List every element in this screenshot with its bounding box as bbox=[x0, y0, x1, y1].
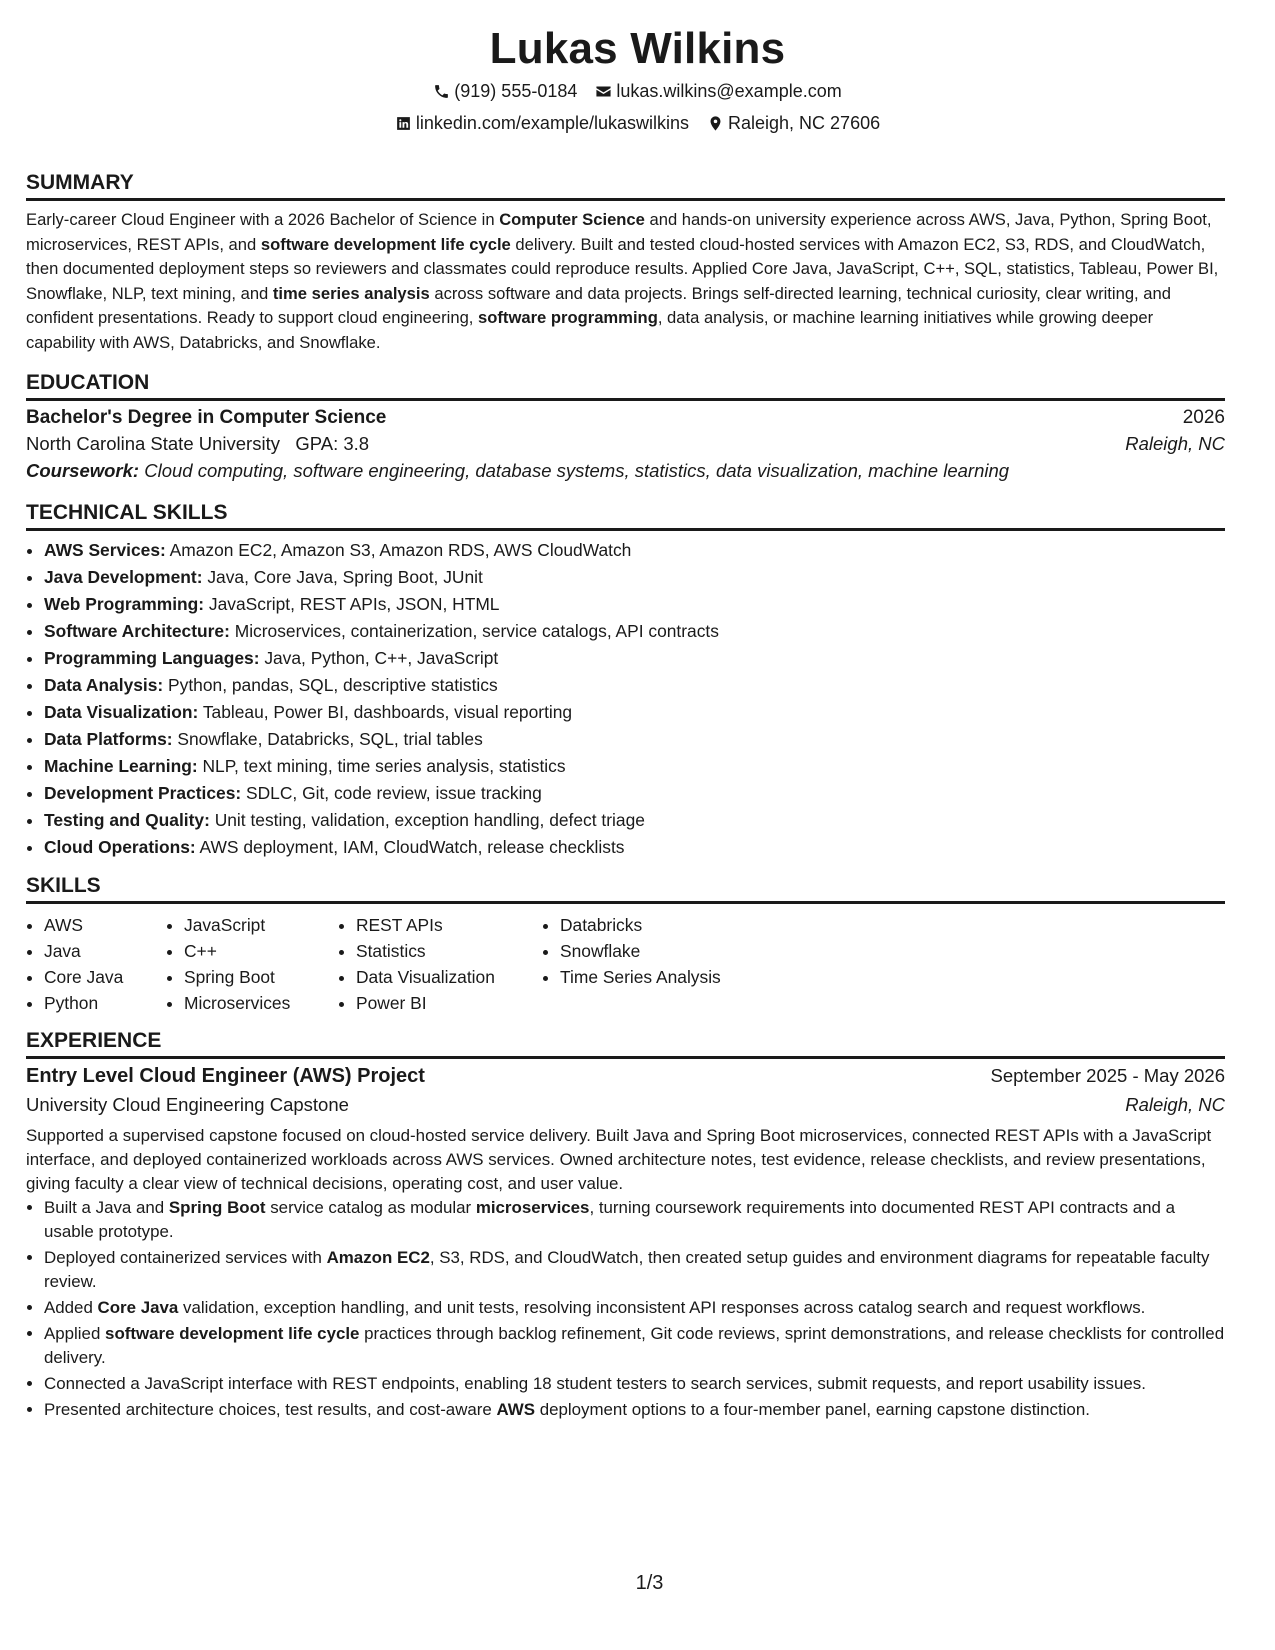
contact-row-2 bbox=[26, 112, 1225, 134]
skills-column bbox=[26, 912, 166, 1016]
technical-skill-item bbox=[44, 726, 1225, 753]
linkedin-icon bbox=[395, 115, 412, 132]
text-run: Presented architecture choices, test results, and cost-aware bbox=[44, 1399, 497, 1419]
job-org-row bbox=[26, 1094, 1225, 1116]
technical-skill-item bbox=[44, 807, 1225, 834]
skill-item: • Snowflake bbox=[560, 938, 760, 964]
coursework-label: Coursework: bbox=[26, 459, 140, 481]
coursework-text: Cloud computing, software engineering, database systems, statistics, data visualization, machine learning bbox=[144, 459, 1010, 481]
skill-category-label: Java Development: bbox=[44, 566, 203, 587]
bold-phrase: microservices bbox=[475, 1197, 590, 1217]
text-run: validation, exception handling, and unit tests, resolving inconsistent API responses across catalog search and request workflows. bbox=[178, 1297, 1146, 1317]
technical-skills-section bbox=[26, 500, 1225, 861]
skills-grid bbox=[26, 912, 1225, 1016]
school-location: Raleigh, NC bbox=[1125, 432, 1225, 454]
technical-skill-item bbox=[44, 645, 1225, 672]
education-section bbox=[26, 370, 1225, 482]
technical-skill-item bbox=[44, 780, 1225, 807]
skill-category-label: Web Programming: bbox=[44, 593, 205, 614]
text-run: , data analysis, or machine learning initiatives while growing deeper capability with AWS, Databricks, and Snowflake. bbox=[26, 308, 1154, 352]
experience-bullets bbox=[26, 1196, 1225, 1422]
skills-column bbox=[542, 912, 760, 1016]
text-run: Applied bbox=[44, 1323, 106, 1343]
linkedin-url[interactable]: linkedin.com/example/lukaswilkins bbox=[415, 113, 689, 133]
skill-item: • AWS bbox=[44, 912, 166, 938]
technical-skill-item bbox=[44, 537, 1225, 564]
skill-item: • REST APIs bbox=[356, 912, 542, 938]
skill-category-label: Machine Learning: bbox=[44, 755, 198, 776]
email-address[interactable]: lukas.wilkins@example.com bbox=[616, 81, 842, 101]
skill-category-values: Python, pandas, SQL, descriptive statistics bbox=[163, 674, 498, 695]
skill-category-values: AWS deployment, IAM, CloudWatch, release checklists bbox=[195, 836, 625, 857]
school-name: North Carolina State University bbox=[26, 432, 280, 454]
skill-category-label: Testing and Quality: bbox=[44, 809, 210, 830]
bold-phrase: AWS bbox=[496, 1399, 535, 1419]
location-text: Raleigh, NC 27606 bbox=[728, 113, 881, 133]
job-title-row bbox=[26, 1065, 1225, 1088]
skill-category-values: Unit testing, validation, exception handling, defect triage bbox=[209, 809, 645, 830]
skill-category-values: SDLC, Git, code review, issue tracking bbox=[241, 782, 542, 803]
education-heading: EDUCATION bbox=[26, 370, 1225, 401]
phone-number: (919) 555-0184 bbox=[454, 81, 578, 101]
graduation-year: 2026 bbox=[1182, 406, 1225, 428]
experience-bullet bbox=[44, 1322, 1225, 1370]
bold-phrase: Core Java bbox=[97, 1297, 179, 1317]
text-run: deployment options to a four-member panel, earning capstone distinction. bbox=[535, 1399, 1090, 1419]
skill-category-values: Snowflake, Databricks, SQL, trial tables bbox=[172, 728, 483, 749]
experience-heading: EXPERIENCE bbox=[26, 1028, 1225, 1059]
skill-category-label: Development Practices: bbox=[44, 782, 242, 803]
education-school-row bbox=[26, 433, 1225, 455]
experience-section bbox=[26, 1028, 1225, 1422]
coursework-line bbox=[26, 460, 1225, 482]
experience-bullet bbox=[44, 1372, 1225, 1396]
skill-category-label: Data Platforms: bbox=[44, 728, 173, 749]
skill-item: • Data Visualization bbox=[356, 964, 542, 990]
skill-category-values: Tableau, Power BI, dashboards, visual reporting bbox=[198, 701, 573, 722]
technical-skill-item bbox=[44, 672, 1225, 699]
bold-phrase: software programming bbox=[478, 308, 658, 328]
technical-skills-heading: TECHNICAL SKILLS bbox=[26, 500, 1225, 531]
bold-phrase: Spring Boot bbox=[168, 1197, 266, 1217]
technical-skill-item bbox=[44, 834, 1225, 861]
summary-section bbox=[26, 170, 1225, 356]
skill-category-label: Data Analysis: bbox=[44, 674, 164, 695]
text-run: Early-career Cloud Engineer with a 2026 Bachelor of Science in bbox=[26, 210, 500, 229]
skills-heading: SKILLS bbox=[26, 873, 1225, 904]
skill-category-label: Programming Languages: bbox=[44, 647, 260, 668]
skill-category-values: Java, Core Java, Spring Boot, JUnit bbox=[202, 566, 483, 587]
job-title: Entry Level Cloud Engineer (AWS) Project bbox=[26, 1064, 425, 1087]
skill-category-values: Amazon EC2, Amazon S3, Amazon RDS, AWS CloudWatch bbox=[165, 539, 632, 560]
text-run: , S3, RDS, and CloudWatch, then created setup guides and environment diagrams for repeatable faculty review. bbox=[44, 1247, 1210, 1291]
technical-skill-item bbox=[44, 699, 1225, 726]
skill-item: • Microservices bbox=[184, 990, 338, 1016]
skill-item: • Python bbox=[44, 990, 166, 1016]
text-run: and hands-on university experience across AWS, Java, Python, Spring Boot, microservices, REST APIs, and bbox=[26, 210, 1212, 254]
skill-category-label: Software Architecture: bbox=[44, 620, 230, 641]
page-number: 1/3 bbox=[635, 1572, 664, 1594]
skill-category-values: JavaScript, REST APIs, JSON, HTML bbox=[204, 593, 500, 614]
job-dates: September 2025 - May 2026 bbox=[990, 1064, 1225, 1086]
skill-item: • Time Series Analysis bbox=[560, 964, 760, 990]
degree-title: Bachelor's Degree in Computer Science bbox=[26, 406, 387, 428]
phone-contact bbox=[433, 80, 577, 102]
skill-item: • C++ bbox=[184, 938, 338, 964]
skill-item: • Statistics bbox=[356, 938, 542, 964]
linkedin-contact[interactable] bbox=[395, 112, 689, 134]
map-pin-icon bbox=[707, 115, 724, 132]
technical-skill-item bbox=[44, 591, 1225, 618]
experience-bullet bbox=[44, 1398, 1225, 1422]
experience-bullet bbox=[44, 1296, 1225, 1320]
bold-phrase: software development life cycle bbox=[260, 234, 511, 254]
skills-column bbox=[166, 912, 338, 1016]
skill-category-values: Microservices, containerization, service catalogs, API contracts bbox=[229, 620, 719, 641]
experience-bullet bbox=[44, 1196, 1225, 1244]
location-contact bbox=[707, 112, 880, 134]
technical-skill-item bbox=[44, 753, 1225, 780]
text-run: Built a Java and bbox=[44, 1197, 169, 1217]
technical-skill-item bbox=[44, 618, 1225, 645]
skills-section bbox=[26, 873, 1225, 1016]
summary-text bbox=[26, 208, 1225, 356]
text-run: delivery. Built and tested cloud-hosted services with Amazon EC2, S3, RDS, and CloudWatch, then documented deployment steps so reviewers and classmates could reproduce results. Applied Core Java, JavaScript, C++, SQL, statistics, Tableau, Power BI, Snowflake, NLP, text mining, and bbox=[26, 234, 1219, 303]
skill-category-values: Java, Python, C++, JavaScript bbox=[259, 647, 499, 668]
skill-category-values: NLP, text mining, time series analysis, statistics bbox=[197, 755, 566, 776]
summary-heading: SUMMARY bbox=[26, 170, 1225, 201]
text-run: Added bbox=[44, 1297, 98, 1317]
contact-row-1 bbox=[26, 80, 1225, 102]
text-run: across software and data projects. Brings self-directed learning, technical curiosity, clear writing, and confident presentations. Ready to support cloud engineering, bbox=[26, 283, 1171, 328]
envelope-icon bbox=[595, 83, 612, 100]
school-line bbox=[26, 433, 369, 455]
skill-item: • Core Java bbox=[44, 964, 166, 990]
text-run: Deployed containerized services with bbox=[44, 1247, 327, 1267]
text-run: practices through backlog refinement, Git code reviews, sprint demonstrations, and release checklists for controlled delivery. bbox=[44, 1323, 1225, 1367]
skill-item: • Power BI bbox=[356, 990, 542, 1016]
gpa: GPA: 3.8 bbox=[295, 432, 370, 454]
skill-item: • JavaScript bbox=[184, 912, 338, 938]
skill-item: • Databricks bbox=[560, 912, 760, 938]
job-description: Supported a supervised capstone focused on cloud-hosted service delivery. Built Java and Spring Boot microservices, connected REST APIs with a JavaScript interface, and deployed containerized workloads across AWS services. Owned architecture notes, test evidence, release checklists, and review presentations, giving faculty a clear view of technical decisions, operating cost, and user value. bbox=[26, 1125, 1212, 1193]
technical-skill-item bbox=[44, 564, 1225, 591]
skill-category-label: Cloud Operations: bbox=[44, 836, 196, 857]
skill-category-label: AWS Services: bbox=[44, 539, 166, 560]
education-degree-row bbox=[26, 407, 1225, 429]
phone-icon bbox=[433, 83, 450, 100]
skill-item: • Java bbox=[44, 938, 166, 964]
bold-phrase: Amazon EC2 bbox=[326, 1247, 430, 1267]
bold-phrase: Computer Science bbox=[499, 210, 645, 229]
candidate-name: Lukas Wilkins bbox=[489, 24, 786, 73]
email-contact[interactable] bbox=[595, 80, 841, 102]
text-run: Connected a JavaScript interface with REST endpoints, enabling 18 student testers to search services, submit requests, and report usability issues. bbox=[44, 1373, 1146, 1393]
text-run: , turning coursework requirements into documented REST API contracts and a usable prototype. bbox=[44, 1197, 1175, 1241]
bold-phrase: time series analysis bbox=[272, 283, 430, 303]
job-organization: University Cloud Engineering Capstone bbox=[26, 1093, 349, 1115]
technical-skills-list bbox=[26, 537, 1225, 861]
skill-item: • Spring Boot bbox=[184, 964, 338, 990]
text-run: service catalog as modular bbox=[265, 1197, 476, 1217]
skills-column bbox=[338, 912, 542, 1016]
bold-phrase: software development life cycle bbox=[105, 1323, 360, 1343]
skill-category-label: Data Visualization: bbox=[44, 701, 199, 722]
job-location: Raleigh, NC bbox=[1125, 1093, 1225, 1115]
experience-bullet bbox=[44, 1246, 1225, 1294]
